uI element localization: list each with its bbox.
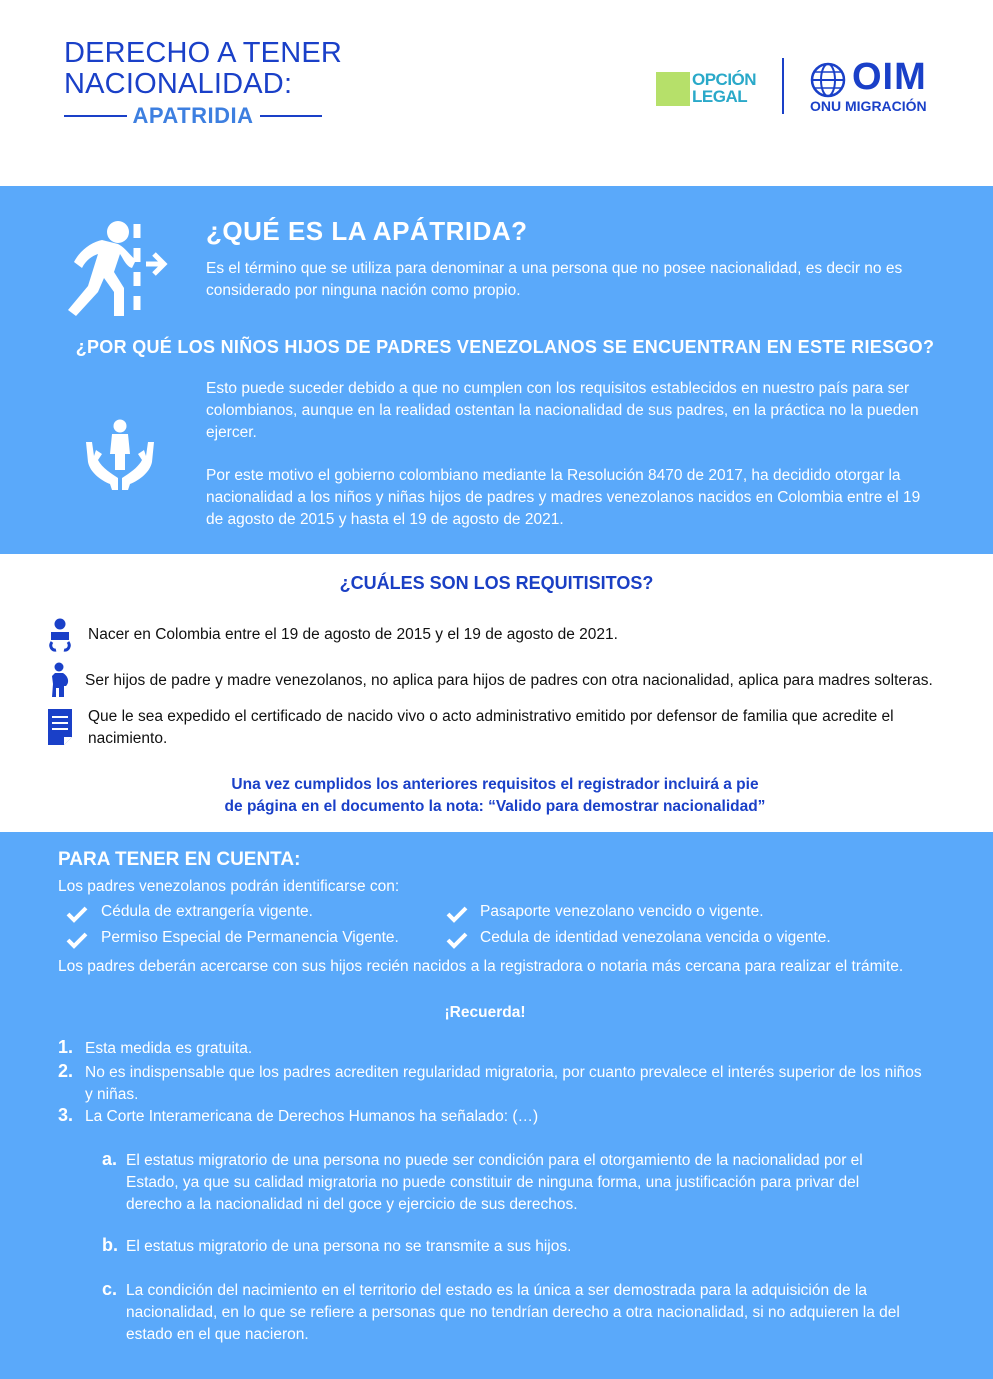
reminder-1: Esta medida es gratuita.	[85, 1040, 253, 1057]
opcion-legal-logo	[656, 70, 768, 106]
id-document-3: Permiso Especial de Permanencia Vigente.	[101, 929, 399, 946]
risk-explanation-paragraph: Esto puede suceder debido a que no cumplen con los requisitos establecidos en nuestro país para ser colombianos, aunque en la realidad ostentan la nacionalidad de sus padres, en la práctica no la pueden ejercer.	[206, 380, 919, 441]
subtitle-text: APATRIDIA	[132, 103, 254, 128]
check-icon	[66, 905, 88, 923]
list-letter-a: a.	[102, 1149, 118, 1169]
recuerda-heading: ¡Recuerda!	[444, 1004, 526, 1021]
page-subtitle	[64, 104, 322, 128]
person-crossing-border-icon	[58, 214, 170, 320]
reminder-3: La Corte Interamericana de Derechos Humanos ha señalado: (…)	[85, 1108, 539, 1125]
court-point-c: La condición del nacimiento en el territorio del estado es la única a ser demostrada para la adquisición de la nacionalidad, en lo que se refiere a personas que no tendrían derecho a otra nacionalidad, si no adquieren la del estado en el que nacieron.	[126, 1282, 900, 1343]
registrar-note-line-1: Una vez cumplidos los anteriores requisitos el registrador incluirá a pie	[231, 776, 759, 793]
title-line-2: NACIONALIDAD:	[64, 68, 293, 100]
court-point-b: El estatus migratorio de una persona no se transmite a sus hijos.	[126, 1238, 572, 1255]
risk-question-heading: ¿POR QUÉ LOS NIÑOS HIJOS DE PADRES VENEZOLANOS SE ENCUENTRAN EN ESTE RIESGO?	[75, 337, 935, 357]
check-icon	[446, 905, 468, 923]
id-document-2: Pasaporte venezolano vencido o vigente.	[480, 903, 764, 920]
opcion-legal-line-1: OPCIÓN	[692, 70, 757, 89]
list-number-2: 2.	[58, 1061, 74, 1081]
oim-globe-icon	[810, 62, 846, 98]
subtitle-rule-right	[260, 115, 323, 117]
id-documents-intro: Los padres venezolanos podrán identificarse con:	[58, 878, 400, 895]
id-document-1: Cédula de extrangería vigente.	[101, 903, 313, 920]
opcion-legal-square	[656, 72, 690, 106]
requirement-2: Ser hijos de padre y madre venezolanos, no aplica para hijos de padres con otra nacionalidad, aplica para madres solteras.	[85, 672, 933, 689]
requirement-3: Que le sea expedido el certificado de nacido vivo o acto administrativo emitido por defensor de familia que acredite el nacimiento.	[88, 708, 894, 747]
opcion-legal-line-2: LEGAL	[692, 87, 748, 106]
logo-divider	[782, 58, 784, 114]
section-1-definition: Es el término que se utiliza para denominar a una persona que no posee nacionalidad, es decir no es considerado por ninguna nación como propio.	[206, 260, 903, 299]
page-title	[64, 38, 342, 100]
title-line-1: DERECHO A TENER	[64, 37, 343, 69]
requirements-heading: ¿CUÁLES SON LOS REQUITISITOS?	[339, 573, 654, 593]
check-icon	[66, 931, 88, 949]
list-number-3: 3.	[58, 1105, 74, 1125]
requirement-1: Nacer en Colombia entre el 19 de agosto de 2015 y el 19 de agosto de 2021.	[88, 626, 618, 643]
resolution-paragraph: Por este motivo el gobierno colombiano mediante la Resolución 8470 de 2017, ha decidido otorgar la nacionalidad a los niños y niñas hijos de padres y madres venezolanos nacidos en Colombia entre el 19 de agosto de 2015 y hasta el 19 de agosto de 2021.	[206, 467, 921, 528]
id-document-4: Cedula de identidad venezolana vencida o vigente.	[480, 929, 831, 946]
child-protection-hands-icon	[82, 418, 158, 492]
reminder-2: No es indispensable que los padres acrediten regularidad migratoria, por cuanto prevalece el interés superior de los niños y niñas.	[85, 1064, 922, 1103]
section-1-heading: ¿QUÉ ES LA APÁTRIDA?	[206, 216, 528, 246]
procedure-instructions: Los padres deberán acercarse con sus hijos recién nacidos a la registradora o notaria más cercana para realizar el trámite.	[58, 958, 904, 975]
tener-en-cuenta-heading: PARA TENER EN CUENTA:	[58, 849, 301, 870]
subtitle-rule-left	[64, 115, 127, 117]
baby-icon	[48, 618, 72, 652]
list-letter-b: b.	[102, 1235, 118, 1255]
pregnant-woman-icon	[48, 662, 72, 698]
registrar-note-line-2: de página en el documento la nota: “Valido para demostrar nacionalidad”	[224, 798, 766, 815]
oim-logo-subtitle: ONU MIGRACIÓN	[810, 98, 927, 114]
court-point-a: El estatus migratorio de una persona no puede ser condición para el otorgamiento de la nacionalidad por el Estado, ya que su calidad migratoria no puede constituir de ninguna forma, una justificación para privar del derecho a la nacionalidad ni del goce y ejercicio de sus derechos.	[126, 1152, 863, 1213]
document-certificate-icon	[48, 709, 74, 745]
registrar-note	[150, 774, 840, 818]
list-letter-c: c.	[102, 1279, 118, 1299]
oim-logo-text: OIM	[852, 56, 927, 98]
list-number-1: 1.	[58, 1037, 74, 1057]
check-icon	[446, 931, 468, 949]
